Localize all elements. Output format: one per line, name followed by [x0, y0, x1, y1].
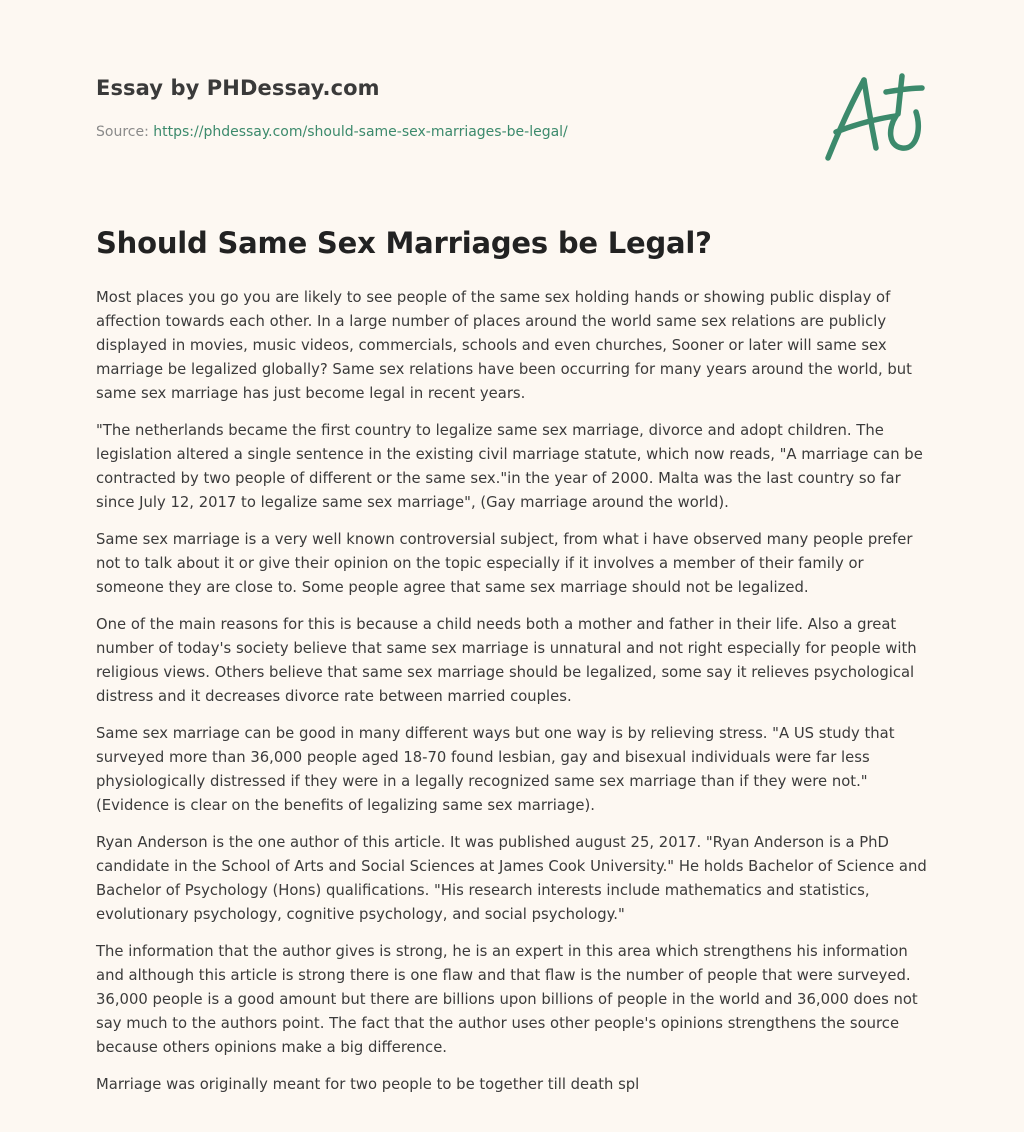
- source-label: Source:: [96, 124, 154, 140]
- paragraph: Marriage was originally meant for two people to be together till death spl: [96, 1076, 640, 1093]
- a-plus-logo: [818, 66, 930, 166]
- source-link[interactable]: https://phdessay.com/should-same-sex-marriages-be-legal/: [153, 124, 568, 140]
- brand-heading: Essay by PHDessay.com: [96, 76, 380, 100]
- a-plus-icon: [818, 66, 930, 166]
- source-line: [96, 124, 568, 140]
- paragraph: Same sex marriage can be good in many different ways but one way is by relieving stress. "A US study that surveyed more than 36,000 people aged 18-70 found lesbian, gay and bisexual individuals were far less physiologically distressed if they were in a legally recognized same sex marriage than if they were not." (Evidence is clear on the benefits of legalizing same sex marriage).: [96, 725, 895, 814]
- paragraph: Same sex marriage is a very well known controversial subject, from what i have observed many people prefer not to talk about it or give their opinion on the topic especially if it involves a member of their family or someone they are close to. Some people agree that same sex marriage should not be legalized.: [96, 531, 913, 596]
- paragraph: Ryan Anderson is the one author of this article. It was published august 25, 2017. "Ryan Anderson is a PhD candidate in the School of Arts and Social Sciences at James Cook University." He holds Bachelor of Science and Bachelor of Psychology (Hons) qualifications. "His research interests include mathematics and statistics, evolutionary psychology, cognitive psychology, and social psychology.": [96, 834, 927, 923]
- essay-title: Should Same Sex Marriages be Legal?: [96, 226, 712, 260]
- paragraph: One of the main reasons for this is because a child needs both a mother and father in their life. Also a great number of today's society believe that same sex marriage is unnatural and not right especially for people with religious views. Others believe that same sex marriage should be legalized, some say it relieves psychological distress and it decreases divorce rate between married couples.: [96, 616, 917, 705]
- paragraph: Most places you go you are likely to see people of the same sex holding hands or showing public display of affection towards each other. In a large number of places around the world same sex relations are publicly displayed in movies, music videos, commercials, schools and even churches, Sooner or later will same sex marriage be legalized globally? Same sex relations have been occurring for many years around the world, but same sex marriage has just become legal in recent years.: [96, 289, 912, 402]
- paragraph: "The netherlands became the first country to legalize same sex marriage, divorce and adopt children. The legislation altered a single sentence in the existing civil marriage statute, which now reads, "A marriage can be contracted by two people of different or the same sex."in the year of 2000. Malta was the last country so far since July 12, 2017 to legalize same sex marriage", (Gay marriage around the world).: [96, 422, 923, 511]
- paragraph: The information that the author gives is strong, he is an expert in this area which strengthens his information and although this article is strong there is one flaw and that flaw is the number of people that were surveyed. 36,000 people is a good amount but there are billions upon billions of people in the world and 36,000 does not say much to the authors point. The fact that the author uses other people's opinions strengthens the source because others opinions make a big difference.: [96, 943, 918, 1056]
- essay-body: [96, 286, 936, 1110]
